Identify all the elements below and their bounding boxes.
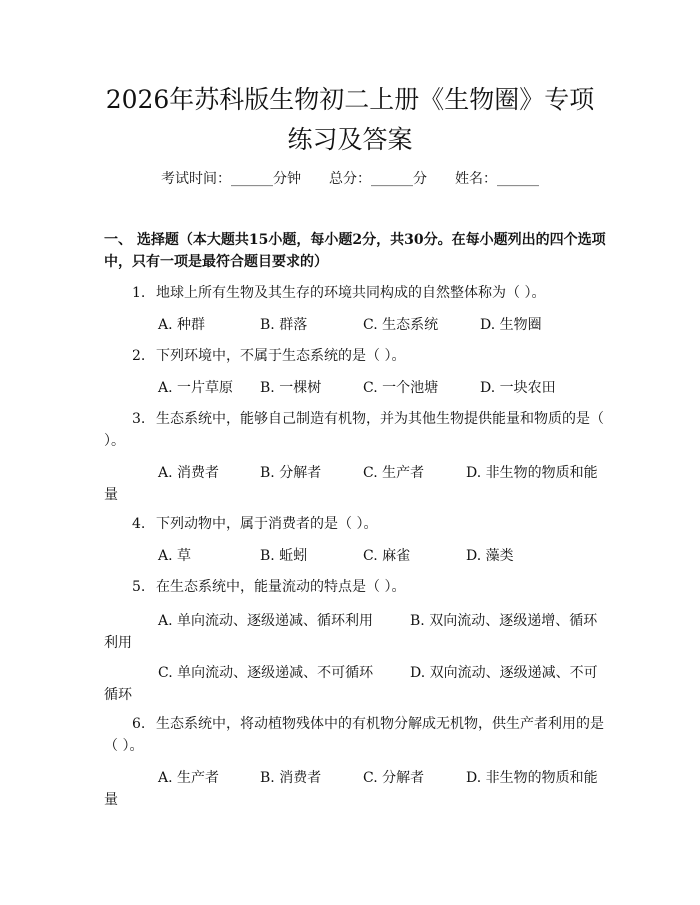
question-stem: 下列动物中，属于消费者的是（ ）。 xyxy=(156,516,378,532)
question-4 xyxy=(104,513,608,535)
total-score: 总分：______分 xyxy=(329,171,427,187)
option-a[interactable]: A. 消费者 xyxy=(158,465,220,481)
option-b[interactable]: B. 蚯蚓 xyxy=(260,548,308,564)
option-a[interactable]: A. 草 xyxy=(158,548,192,564)
question-number: 4. xyxy=(132,516,146,532)
question-number: 2. xyxy=(132,348,146,364)
option-a[interactable]: A. 种群 xyxy=(158,317,206,333)
option-c[interactable]: C. 生产者 xyxy=(363,465,425,481)
option-b-wrap: 利用 xyxy=(104,635,132,651)
question-number: 1. xyxy=(132,285,146,301)
option-d[interactable]: D. 生物圈 xyxy=(480,317,542,333)
option-a[interactable]: A. 一片草原 xyxy=(158,380,234,396)
title-line-2: 练习及答案 xyxy=(287,125,413,154)
option-d[interactable]: D. 藻类 xyxy=(466,548,514,564)
title-line-1: 2026年苏科版生物初二上册《生物圈》专项 xyxy=(105,85,595,114)
question-1 xyxy=(104,282,608,304)
option-d[interactable]: D. 双向流动、逐级递减、不可 xyxy=(410,665,598,681)
option-b[interactable]: B. 消费者 xyxy=(260,770,322,786)
question-stem: 地球上所有生物及其生存的环境共同构成的自然整体称为（ ）。 xyxy=(156,285,546,301)
section-heading: 一、 选择题（本大题共15小题，每小题2分，共30分。在每小题列出的四个选项中，只有一项是最符合题目要求的） xyxy=(104,232,606,270)
option-c[interactable]: C. 分解者 xyxy=(363,770,425,786)
option-b[interactable]: B. 一棵树 xyxy=(260,380,322,396)
document-title xyxy=(90,80,610,160)
option-c[interactable]: C. 单向流动、逐级递减、不可循环 xyxy=(158,665,374,681)
option-d[interactable]: D. 一块农田 xyxy=(480,380,556,396)
question-stem: 生态系统中，将动植物残体中的有机物分解成无机物，供生产者利用的是（ ）。 xyxy=(104,716,604,754)
option-d-wrap: 循环 xyxy=(104,687,132,703)
question-5 xyxy=(104,576,608,598)
question-stem: 生态系统中，能够自己制造有机物，并为其他生物提供能量和物质的是（ ）。 xyxy=(104,411,604,449)
question-stem: 下列环境中，不属于生态系统的是（ ）。 xyxy=(156,348,406,364)
option-c[interactable]: C. 麻雀 xyxy=(363,548,411,564)
question-2 xyxy=(104,345,608,367)
question-number: 3. xyxy=(132,411,146,427)
option-c[interactable]: C. 一个池塘 xyxy=(363,380,439,396)
question-6 xyxy=(104,713,608,757)
question-number: 6. xyxy=(132,716,146,732)
option-b[interactable]: B. 双向流动、逐级递增、循环 xyxy=(410,613,598,629)
exam-time: 考试时间：______分钟 xyxy=(161,171,301,187)
question-number: 5. xyxy=(132,579,146,595)
question-3 xyxy=(104,408,608,452)
option-d[interactable]: D. 非生物的物质和能 xyxy=(466,770,598,786)
option-a[interactable]: A. 单向流动、逐级递减、循环利用 xyxy=(158,613,374,629)
option-c[interactable]: C. 生态系统 xyxy=(363,317,439,333)
option-b[interactable]: B. 群落 xyxy=(260,317,308,333)
option-d[interactable]: D. 非生物的物质和能 xyxy=(466,465,598,481)
question-stem: 在生态系统中，能量流动的特点是（ ）。 xyxy=(156,579,406,595)
option-b[interactable]: B. 分解者 xyxy=(260,465,322,481)
option-d-wrap: 量 xyxy=(104,487,118,503)
option-a[interactable]: A. 生产者 xyxy=(158,770,220,786)
exam-info xyxy=(0,168,700,188)
option-d-wrap: 量 xyxy=(104,792,118,808)
student-name: 姓名：______ xyxy=(455,171,539,187)
